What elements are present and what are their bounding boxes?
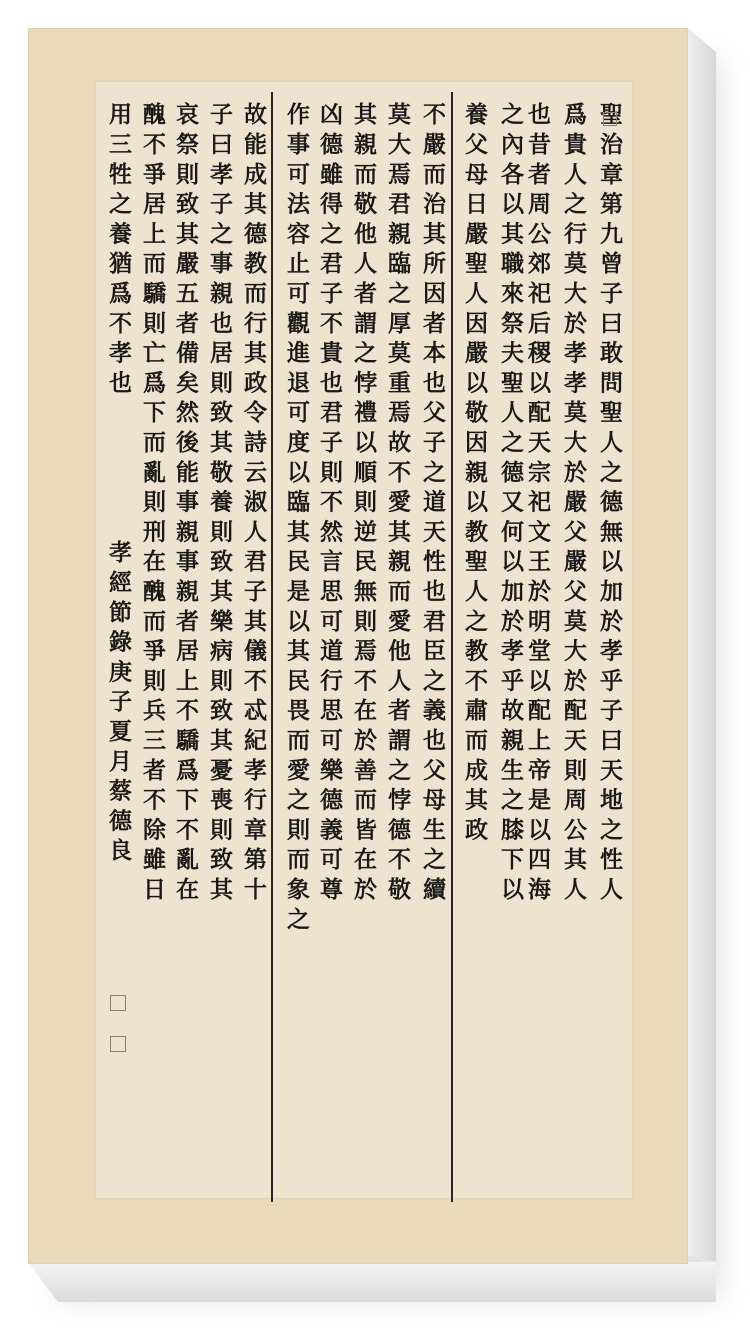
seal-mark-2 [110, 1036, 126, 1052]
signature-inscription: 孝經節錄庚子夏月蔡德良 [105, 540, 132, 868]
seal-mark-top [603, 112, 617, 126]
text-column-12: 子曰孝子之事親也居則致其敬養則致其樂病則致其憂喪則致其 [206, 102, 233, 907]
canvas-bottom-edge [28, 1262, 716, 1302]
seal-mark-1 [110, 995, 126, 1011]
text-column-15: 用三牲之養猶爲不孝也 [105, 102, 132, 400]
text-column-4: 之內各以其職來祭夫聖人之德又何以加於孝乎故親生之膝下以 [497, 102, 524, 907]
column-divider-left [271, 92, 273, 1202]
text-column-1: 聖治章第九曾子曰敢問聖人之德無以加於孝乎子曰天地之性人 [596, 102, 623, 907]
canvas-side-edge [688, 28, 716, 1262]
text-column-2: 爲貴人之行莫大於孝孝莫大於嚴父嚴父莫大於配天則周公其人 [560, 102, 587, 907]
text-column-11: 故能成其德教而行其政令詩云淑人君子其儀不忒紀孝行章第十 [240, 102, 267, 907]
text-column-13: 哀祭則致其嚴五者備矣然後能事親事親者居上不驕爲下不亂在 [172, 102, 199, 907]
text-column-10: 作事可法容止可觀進退可度以臨其民是以其民畏而愛之則而象之 [283, 102, 310, 937]
text-column-14: 醜不爭居上而驕則亡爲下而亂則刑在醜而爭則兵三者不除雖日 [139, 102, 166, 907]
text-column-6: 不嚴而治其所因者本也父子之道天性也君臣之義也父母生之續 [419, 102, 446, 907]
text-column-9: 凶德雖得之君子不貴也君子則不然言思可道行思可樂德義可尊 [316, 102, 343, 907]
text-column-5: 養父母日嚴聖人因嚴以敬因親以教聖人之教不肅而成其政 [461, 102, 488, 847]
column-divider-right [451, 92, 453, 1202]
text-column-3: 也昔者周公郊祀后稷以配天宗祀文王於明堂以配上帝是以四海 [524, 102, 551, 907]
text-column-8: 其親而敬他人者謂之悖禮以順則逆民無則焉不在於善而皆在於 [350, 102, 377, 907]
text-column-7: 莫大焉君親臨之厚莫重焉故不愛其親而愛他人者謂之悖德不敬 [384, 102, 411, 907]
